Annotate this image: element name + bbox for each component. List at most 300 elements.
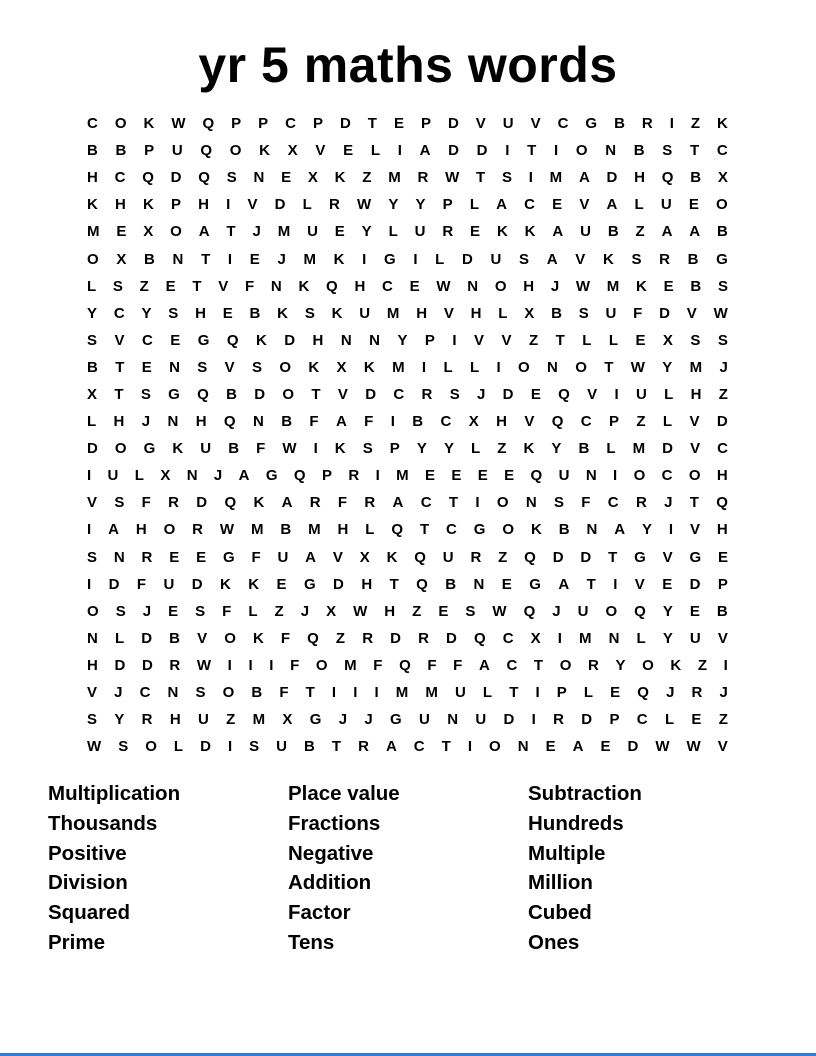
grid-letter: J [364, 711, 373, 729]
grid-letter: Z [412, 602, 422, 620]
grid-letter: O [502, 521, 515, 539]
grid-letter: B [251, 684, 263, 702]
grid-letter: U [580, 223, 591, 241]
word-list-item: Division [48, 871, 128, 895]
grid-letter: D [462, 250, 473, 268]
grid-row [87, 598, 728, 625]
grid-letter: L [443, 358, 453, 376]
grid-letter: X [326, 602, 337, 620]
grid-letter: P [424, 331, 435, 349]
grid-letter: P [442, 196, 453, 214]
grid-letter: B [169, 629, 180, 647]
grid-letter: P [171, 196, 182, 214]
grid-letter: T [311, 385, 321, 403]
grid-row [87, 137, 728, 164]
grid-letter: U [689, 629, 701, 647]
grid-letter: D [87, 440, 98, 458]
grid-letter: U [454, 684, 466, 702]
word-list-item: Subtraction [528, 782, 642, 805]
word-list-item: Multiple [528, 841, 606, 865]
grid-letter: Q [307, 629, 319, 647]
grid-letter: B [115, 142, 127, 160]
grid-letter: Z [139, 277, 149, 295]
grid-letter: O [633, 467, 646, 485]
grid-letter: T [226, 223, 236, 241]
grid-letter: L [134, 467, 144, 485]
grid-letter: K [334, 169, 346, 187]
grid-row [87, 544, 728, 571]
grid-letter: C [607, 494, 619, 512]
grid-letter: M [549, 169, 563, 187]
word-list-item: Negative [288, 841, 374, 865]
grid-letter: Y [551, 440, 562, 458]
grid-letter: H [470, 304, 482, 322]
grid-letter: O [605, 602, 618, 620]
grid-letter: D [365, 385, 377, 403]
grid-letter: C [557, 115, 569, 133]
grid-letter: H [312, 331, 324, 349]
grid-letter: F [427, 656, 437, 674]
grid-letter: H [113, 413, 125, 431]
grid-letter: T [192, 277, 202, 295]
grid-letter: E [438, 602, 449, 620]
grid-letter: K [259, 142, 270, 160]
grid-letter: E [451, 467, 462, 485]
grid-letter: T [115, 358, 125, 376]
grid-letter: J [338, 711, 348, 729]
grid-letter: S [226, 169, 237, 187]
grid-letter: L [636, 629, 646, 647]
grid-letter: F [309, 413, 319, 431]
grid-letter: G [383, 250, 396, 268]
grid-letter: K [219, 575, 231, 593]
grid-letter: S [115, 602, 126, 620]
grid-letter: B [87, 142, 98, 160]
grid-letter: R [309, 494, 321, 512]
grid-letter: N [169, 358, 180, 376]
grid-letter: T [509, 684, 519, 702]
grid-letter: T [527, 142, 537, 160]
grid-letter: I [227, 250, 233, 268]
grid-letter: G [716, 250, 728, 268]
grid-letter: Q [523, 602, 536, 620]
grid-letter: S [304, 304, 315, 322]
grid-letter: L [664, 385, 674, 403]
grid-row [87, 218, 728, 245]
grid-letter: I [528, 169, 533, 187]
grid-letter: S [195, 684, 206, 702]
grid-letter: M [395, 684, 409, 702]
grid-letter: R [141, 711, 153, 729]
grid-letter: L [498, 304, 508, 322]
grid-letter: K [277, 304, 289, 322]
grid-letter: Z [274, 602, 284, 620]
grid-letter: R [635, 494, 647, 512]
grid-row [87, 273, 728, 300]
grid-letter: H [361, 575, 373, 593]
grid-letter: L [469, 358, 480, 376]
grid-row [87, 706, 728, 733]
grid-letter: U [107, 467, 119, 485]
grid-letter: M [689, 358, 703, 376]
grid-letter: J [666, 684, 675, 702]
grid-letter: N [172, 250, 184, 268]
grid-letter: J [550, 277, 560, 295]
grid-letter: H [87, 656, 98, 674]
grid-letter: B [304, 738, 315, 756]
grid-letter: W [630, 358, 645, 376]
grid-letter: K [602, 250, 614, 268]
grid-letter: I [269, 656, 274, 674]
grid-letter: K [334, 440, 346, 458]
grid-letter: R [588, 656, 599, 674]
grid-letter: Q [661, 169, 674, 187]
grid-letter: R [348, 467, 360, 485]
grid-letter: E [249, 250, 260, 268]
grid-letter: Y [415, 196, 426, 214]
grid-row [87, 191, 728, 218]
grid-letter: S [501, 169, 512, 187]
grid-letter: S [251, 358, 262, 376]
grid-letter: I [413, 250, 418, 268]
grid-letter: T [305, 684, 315, 702]
grid-letter: I [227, 656, 232, 674]
grid-row [87, 652, 728, 679]
grid-letter: L [583, 684, 594, 702]
grid-letter: Z [718, 711, 728, 729]
grid-letter: E [600, 738, 611, 756]
grid-letter: C [717, 440, 728, 458]
grid-letter: I [557, 629, 562, 647]
grid-letter: J [300, 602, 310, 620]
grid-letter: Y [641, 521, 652, 539]
grid-letter: Q [530, 467, 543, 485]
grid-letter: X [87, 385, 98, 403]
grid-letter: H [195, 304, 206, 322]
grid-letter: W [357, 196, 372, 214]
grid-letter: I [374, 684, 379, 702]
grid-letter: P [258, 115, 269, 133]
grid-letter: M [425, 684, 438, 702]
puzzle-title: yr 5 maths words [198, 37, 618, 93]
grid-letter: H [496, 413, 507, 431]
grid-letter: I [87, 467, 92, 485]
grid-letter: T [448, 494, 459, 512]
word-list-item: Million [528, 871, 593, 895]
grid-letter: F [453, 656, 463, 674]
word-list-column-3 [528, 779, 768, 958]
grid-letter: V [579, 196, 590, 214]
grid-letter: H [634, 169, 645, 187]
grid-letter: J [142, 602, 152, 620]
grid-letter: V [337, 385, 348, 403]
grid-row [87, 462, 728, 489]
grid-letter: R [417, 169, 429, 187]
grid-letter: W [282, 440, 297, 458]
grid-letter: Z [718, 385, 728, 403]
grid-letter: T [114, 385, 124, 403]
grid-row [87, 327, 728, 354]
grid-letter: L [482, 684, 493, 702]
grid-letter: K [252, 629, 264, 647]
grid-letter: B [633, 142, 645, 160]
grid-letter: T [441, 738, 451, 756]
grid-letter: O [642, 656, 654, 674]
grid-letter: A [238, 467, 250, 485]
grid-letter: O [114, 115, 127, 133]
grid-letter: E [168, 602, 179, 620]
grid-letter: S [690, 331, 701, 349]
grid-letter: A [108, 521, 119, 539]
grid-letter: R [470, 548, 482, 566]
grid-letter: Q [391, 521, 404, 539]
grid-letter: Y [416, 440, 427, 458]
grid-letter: Z [335, 629, 346, 647]
grid-letter: V [689, 413, 700, 431]
grid-letter: Y [443, 440, 454, 458]
grid-letter: A [419, 142, 431, 160]
grid-letter: U [307, 223, 318, 241]
grid-row [87, 300, 728, 327]
grid-row [87, 435, 728, 462]
grid-letter: U [577, 602, 589, 620]
grid-letter: K [496, 223, 508, 241]
grid-letter: J [277, 250, 286, 268]
grid-letter: E [116, 223, 127, 241]
grid-letter: V [87, 494, 98, 512]
grid-letter: R [141, 548, 153, 566]
grid-letter: C [636, 711, 648, 729]
grid-letter: N [186, 467, 198, 485]
grid-letter: W [353, 602, 368, 620]
grid-letter: V [717, 629, 728, 647]
grid-letter: K [523, 440, 535, 458]
grid-letter: N [87, 629, 98, 647]
word-list-item: Prime [48, 930, 105, 954]
grid-letter: B [281, 413, 293, 431]
grid-letter: E [477, 467, 488, 485]
grid-letter: G [585, 115, 598, 133]
grid-letter: N [113, 548, 125, 566]
grid-letter: Z [528, 331, 539, 349]
grid-letter: L [608, 331, 618, 349]
grid-letter: Y [662, 629, 673, 647]
grid-letter: K [248, 575, 260, 593]
grid-letter: V [587, 385, 598, 403]
grid-letter: R [553, 711, 564, 729]
grid-letter: V [717, 738, 728, 756]
word-list-item: Thousands [48, 811, 158, 835]
grid-letter: V [530, 115, 541, 133]
grid-letter: T [586, 575, 596, 593]
grid-letter: B [412, 413, 424, 431]
grid-letter: V [690, 440, 701, 458]
grid-letter: Y [662, 358, 673, 376]
grid-letter: R [192, 521, 203, 539]
grid-letter: E [552, 196, 563, 214]
grid-letter: R [168, 494, 179, 512]
grid-letter: I [553, 142, 559, 160]
grid-letter: V [475, 115, 486, 133]
grid-letter: D [390, 629, 401, 647]
grid-row [87, 571, 728, 598]
grid-letter: O [494, 277, 507, 295]
grid-letter: S [87, 711, 98, 729]
grid-letter: G [390, 711, 402, 729]
grid-letter: P [321, 467, 332, 485]
grid-letter: K [524, 223, 536, 241]
grid-letter: G [529, 575, 541, 593]
grid-letter: K [143, 115, 155, 133]
grid-letter: I [496, 358, 501, 376]
grid-letter: V [689, 521, 700, 539]
grid-letter: P [144, 142, 155, 160]
grid-letter: S [118, 738, 129, 756]
grid-letter: L [435, 250, 445, 268]
grid-letter: W [686, 738, 701, 756]
grid-letter: K [530, 521, 542, 539]
grid-letter: B [607, 223, 619, 241]
grid-row [87, 354, 728, 381]
grid-letter: O [145, 738, 157, 756]
grid-letter: Q [551, 413, 564, 431]
grid-letter: H [690, 385, 702, 403]
grid-letter: R [364, 494, 376, 512]
grid-letter: X [359, 548, 370, 566]
grid-letter: T [476, 169, 486, 187]
grid-letter: S [362, 440, 373, 458]
grid-letter: O [559, 656, 572, 674]
grid-letter: T [555, 331, 565, 349]
grid-letter: J [719, 684, 728, 702]
grid-letter: L [87, 413, 97, 431]
grid-letter: K [331, 304, 343, 322]
grid-letter: I [475, 494, 480, 512]
grid-letter: X [336, 358, 347, 376]
grid-letter: C [87, 115, 98, 133]
grid-letter: E [662, 575, 673, 593]
grid-letter: B [87, 358, 98, 376]
grid-letter: D [502, 385, 514, 403]
grid-letter: L [248, 602, 258, 620]
grid-row [87, 110, 728, 137]
grid-letter: H [195, 413, 207, 431]
grid-letter: N [270, 277, 282, 295]
grid-letter: A [546, 250, 558, 268]
grid-letter: A [385, 738, 397, 756]
grid-letter: K [143, 196, 154, 214]
grid-letter: D [274, 196, 286, 214]
grid-letter: K [363, 358, 375, 376]
grid-letter: D [689, 575, 701, 593]
grid-letter: P [609, 711, 620, 729]
grid-letter: N [517, 738, 529, 756]
grid-letter: F [256, 440, 266, 458]
grid-letter: S [465, 602, 476, 620]
grid-letter: H [87, 169, 98, 187]
grid-letter: N [253, 169, 265, 187]
grid-letter: E [691, 711, 702, 729]
grid-letter: E [635, 331, 646, 349]
grid-letter: D [196, 494, 208, 512]
grid-letter: X [160, 467, 171, 485]
grid-letter: M [303, 250, 316, 268]
grid-letter: A [689, 223, 701, 241]
grid-letter: A [558, 575, 570, 593]
word-list-item: Cubed [528, 901, 592, 925]
grid-row [87, 381, 728, 408]
grid-letter: W [492, 602, 507, 620]
grid-letter: R [659, 250, 670, 268]
grid-letter: B [614, 115, 625, 133]
grid-letter: O [496, 494, 509, 512]
grid-letter: W [655, 738, 670, 756]
grid-letter: R [362, 629, 374, 647]
grid-letter: L [370, 142, 380, 160]
grid-letter: U [490, 250, 502, 268]
grid-letter: U [359, 304, 371, 322]
grid-letter: D [581, 711, 593, 729]
word-list-item: Tens [288, 930, 335, 954]
grid-letter: W [436, 277, 451, 295]
grid-letter: A [392, 494, 404, 512]
grid-letter: D [476, 142, 488, 160]
grid-letter: O [688, 467, 701, 485]
grid-letter: X [307, 169, 318, 187]
grid-letter: Q [202, 115, 215, 133]
grid-letter: U [502, 115, 514, 133]
grid-letter: C [502, 629, 514, 647]
grid-letter: O [87, 250, 99, 268]
grid-letter: N [340, 331, 352, 349]
grid-letter: B [144, 250, 155, 268]
grid-letter: D [254, 385, 266, 403]
grid-letter: V [662, 548, 673, 566]
grid-letter: H [135, 521, 147, 539]
grid-letter: I [87, 575, 92, 593]
grid-letter: S [631, 250, 642, 268]
word-list-item: Addition [288, 871, 372, 895]
grid-letter: L [634, 196, 644, 214]
grid-letter: O [575, 358, 587, 376]
grid-letter: J [664, 494, 673, 512]
grid-letter: U [197, 711, 209, 729]
grid-letter: D [662, 440, 674, 458]
grid-letter: S [195, 602, 206, 620]
grid-letter: J [114, 684, 123, 702]
grid-letter: Y [87, 304, 98, 322]
grid-letter: I [227, 738, 233, 756]
grid-row [87, 489, 728, 516]
grid-letter: D [339, 115, 351, 133]
grid-letter: Q [716, 494, 728, 512]
grid-letter: B [687, 250, 699, 268]
grid-letter: Q [224, 494, 237, 512]
grid-letter: A [572, 738, 584, 756]
grid-letter: O [224, 629, 236, 647]
grid-letter: T [689, 494, 699, 512]
grid-letter: D [659, 304, 670, 322]
grid-letter: H [115, 196, 126, 214]
grid-letter: V [474, 331, 485, 349]
grid-letter: V [114, 331, 125, 349]
grid-letter: Q [637, 684, 649, 702]
grid-letter: N [369, 331, 380, 349]
grid-letter: C [113, 304, 125, 322]
grid-letter: Q [558, 385, 570, 403]
grid-letter: I [397, 142, 402, 160]
grid-letter: O [279, 358, 291, 376]
